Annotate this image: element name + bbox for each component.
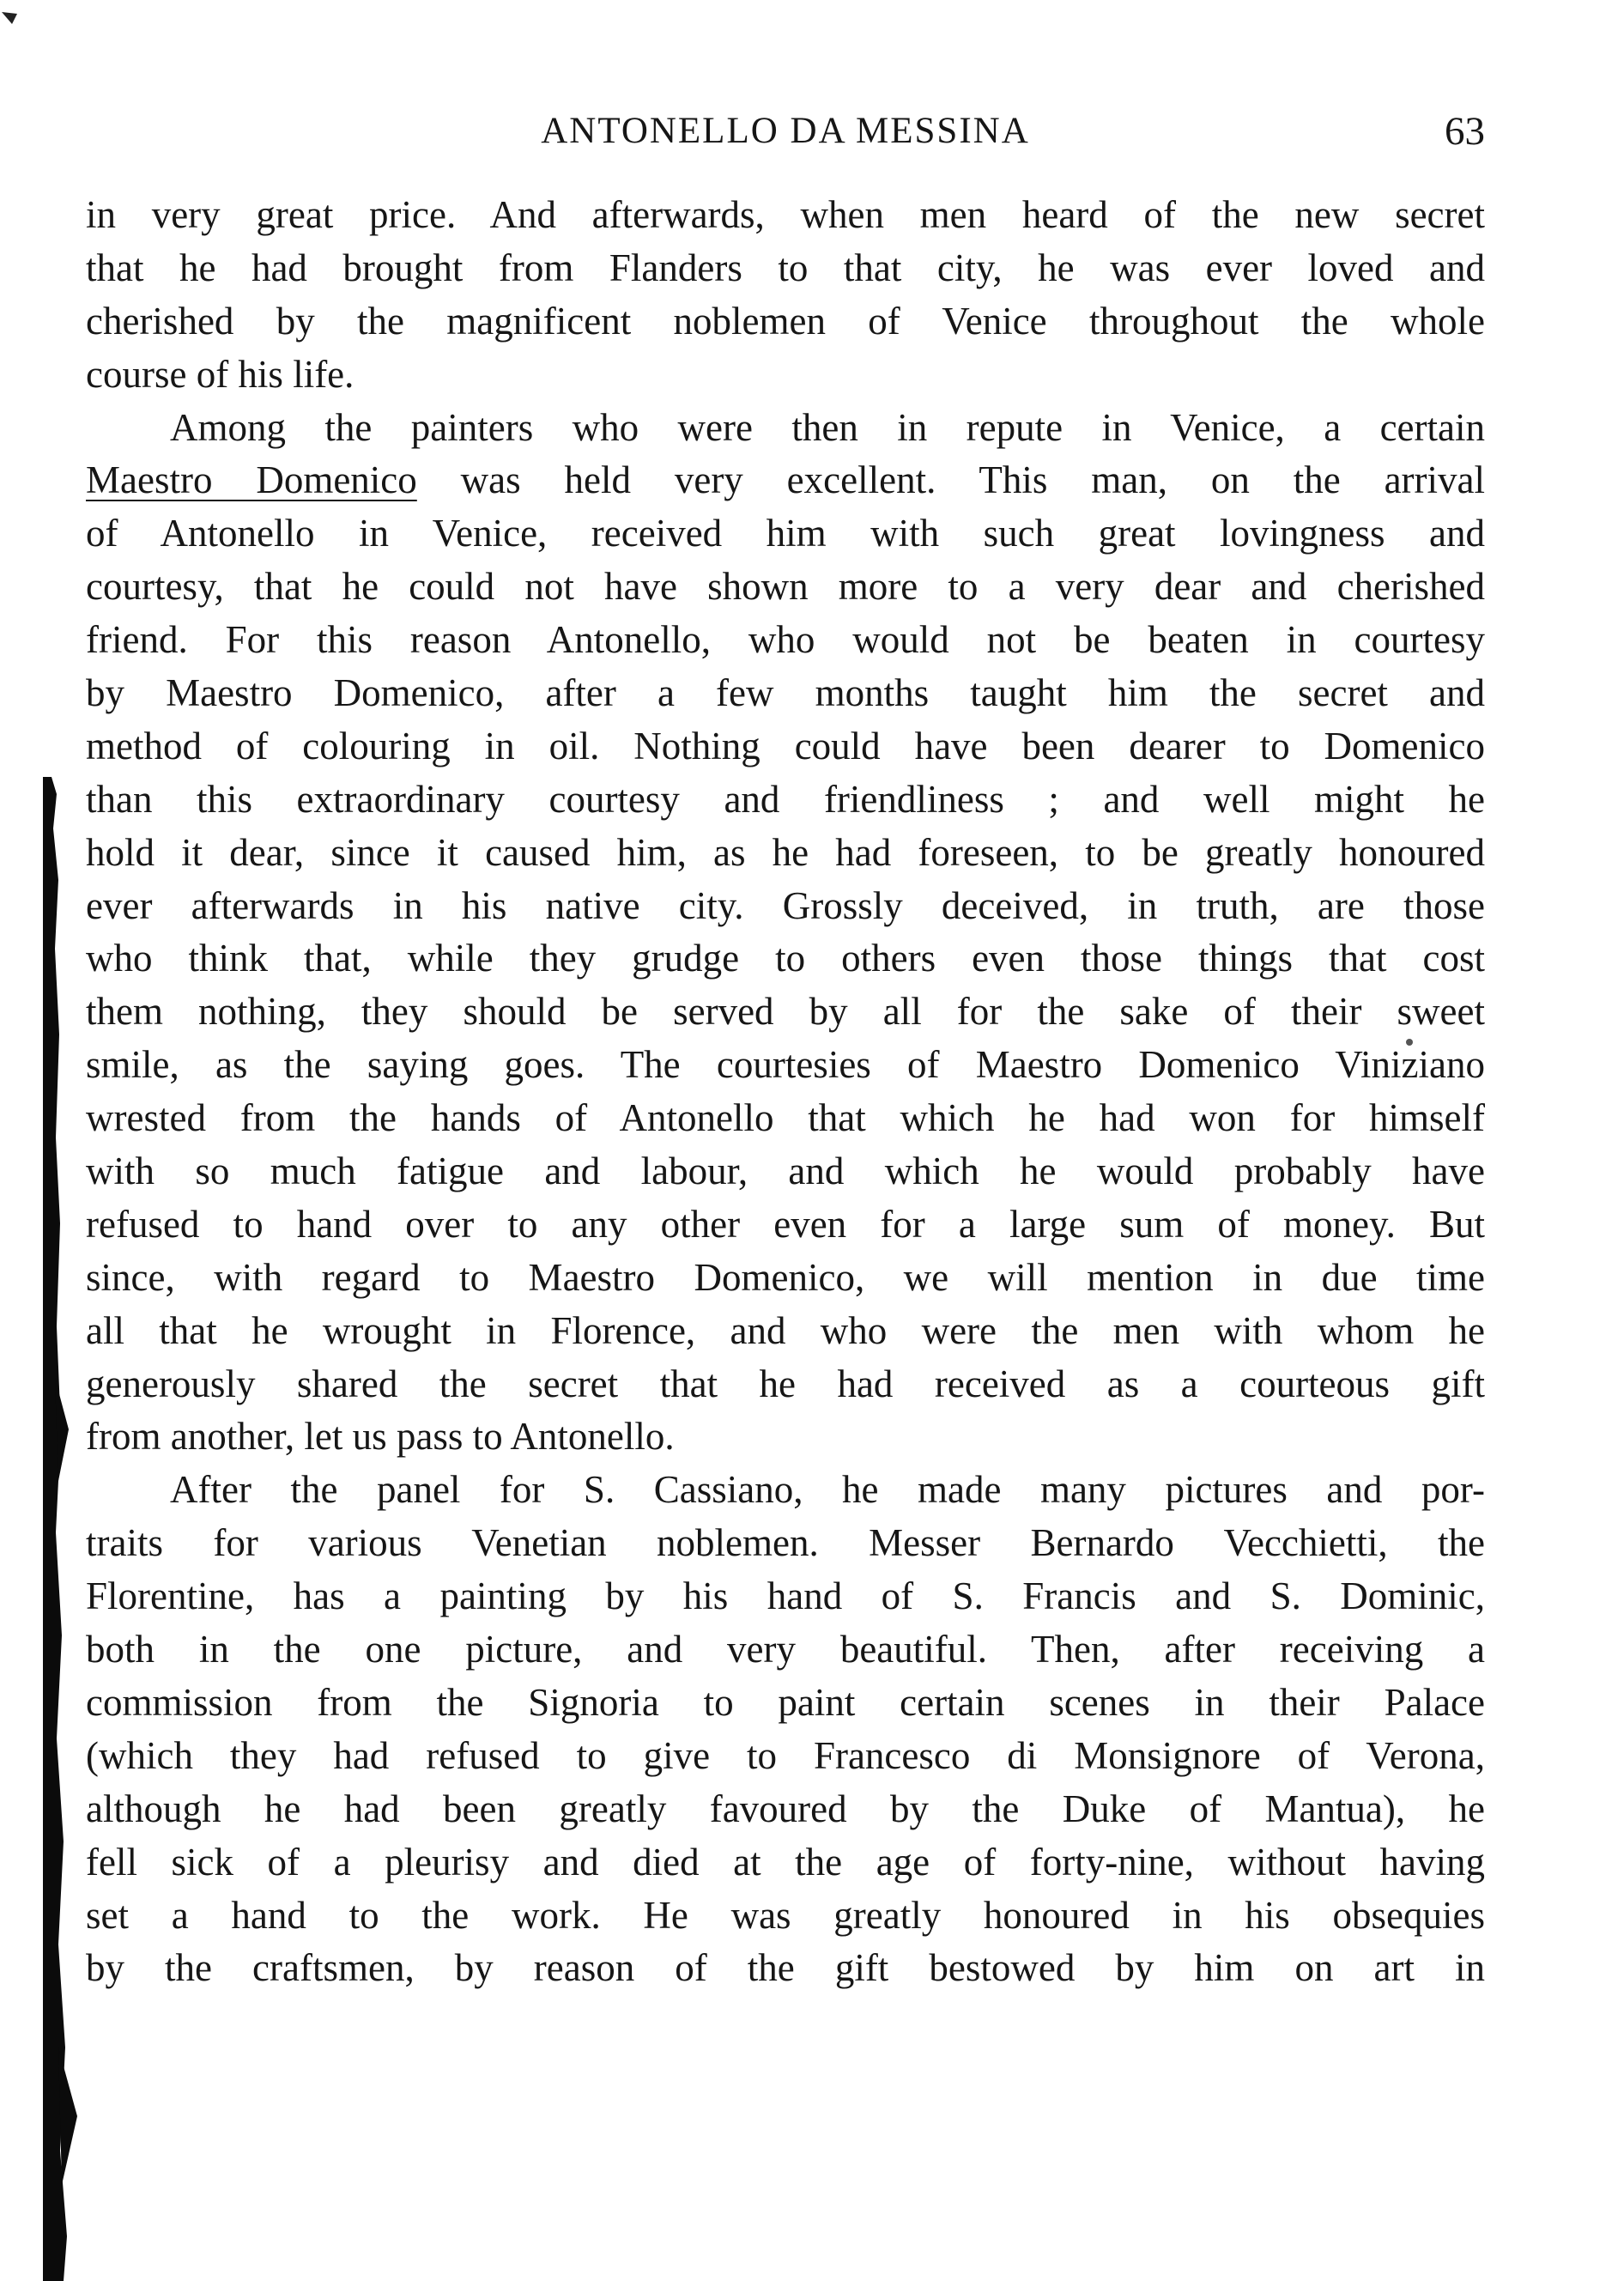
text-line: commission from the Signoria to paint certain scenes in their Palace [86, 1680, 1485, 1724]
text-line: in very great price. And afterwards, when men heard of the new secret [86, 193, 1485, 236]
text-line: since, with regard to Maestro Domenico, we will mention in due time [86, 1255, 1485, 1299]
text-line: hold it dear, since it caused him, as he had foreseen, to be greatly honoured [86, 830, 1485, 874]
text-line [86, 454, 1485, 507]
binding-edge-shadow [43, 777, 77, 2281]
text-line: ever afterwards in his native city. Grossly deceived, in truth, are those [86, 883, 1485, 927]
page-number: 63 [1445, 109, 1485, 154]
text-line-rest: was held very excellent. This man, on the arrival [460, 458, 1485, 502]
text-line: of Antonello in Venice, received him with such great lovingness and [86, 512, 1485, 555]
paragraph-1 [86, 189, 1485, 402]
text-line: (which they had refused to give to Francesco di Monsignore of Verona, [86, 1733, 1485, 1777]
text-line: cherished by the magnificent noblemen of Venice throughout the whole [86, 299, 1485, 343]
text-line: course of his life. [86, 352, 354, 396]
text-line: them nothing, they should be served by all for the sake of their sweet [86, 990, 1485, 1034]
text-line: courtesy, that he could not have shown more to a very dear and cherished [86, 565, 1485, 609]
text-line: traits for various Venetian noblemen. Messer Bernardo Vecchietti, the [86, 1521, 1485, 1565]
text-line: Florentine, has a painting by his hand of S. Francis and S. Dominic, [86, 1574, 1485, 1618]
text-body [86, 189, 1485, 1995]
text-line: refused to hand over to any other even for a large sum of money. But [86, 1202, 1485, 1246]
text-line: fell sick of a pleurisy and died at the age of forty-nine, without having [86, 1840, 1485, 1884]
text-line: by the craftsmen, by reason of the gift bestowed by him on art in [86, 1946, 1485, 1990]
text-line: all that he wrought in Florence, and who were the men with whom he [86, 1308, 1485, 1352]
underlined-name: Maestro Domenico [86, 458, 417, 502]
running-head [86, 101, 1485, 161]
paragraph-3 [86, 1464, 1485, 1995]
text-line: After the panel for S. Cassiano, he made many pictures and por- [170, 1468, 1485, 1512]
text-line: smile, as the saying goes. The courtesies of Maestro Domenico Viniziano [86, 1043, 1485, 1087]
text-line: who think that, while they grudge to others even those things that cost [86, 937, 1485, 980]
text-line: than this extraordinary courtesy and friendliness ; and well might he [86, 777, 1485, 821]
text-line: that he had brought from Flanders to that city, he was ever loved and [86, 246, 1485, 289]
text-line: from another, let us pass to Antonello. [86, 1415, 675, 1459]
text-line: generously shared the secret that he had received as a courteous gift [86, 1362, 1485, 1405]
text-line: although he had been greatly favoured by the Duke of Mantua), he [86, 1787, 1485, 1830]
scan-mark-icon [0, 9, 22, 27]
text-line: both in the one picture, and very beautiful. Then, after receiving a [86, 1628, 1485, 1671]
text-line: by Maestro Domenico, after a few months taught him the secret and [86, 671, 1485, 715]
text-line: method of colouring in oil. Nothing could have been dearer to Domenico [86, 724, 1485, 767]
text-line: with so much fatigue and labour, and which he would probably have [86, 1150, 1485, 1193]
text-line: set a hand to the work. He was greatly honoured in his obsequies [86, 1893, 1485, 1937]
text-line: Among the painters who were then in repute in Venice, a certain [170, 405, 1485, 449]
running-title: ANTONELLO DA MESSINA [541, 111, 1030, 151]
text-line: friend. For this reason Antonello, who would not be beaten in courtesy [86, 618, 1485, 662]
paragraph-2 [86, 402, 1485, 1465]
text-line: wrested from the hands of Antonello that which he had won for himself [86, 1096, 1485, 1140]
